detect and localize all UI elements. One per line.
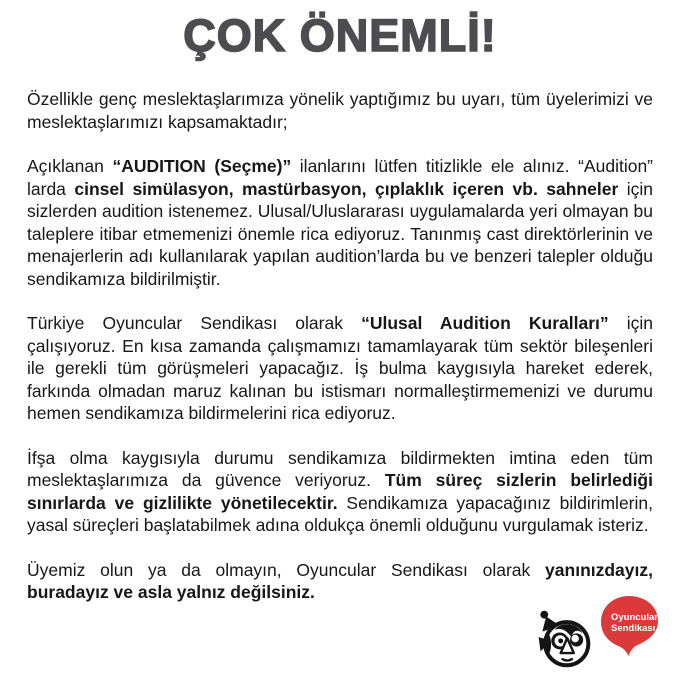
text-run: için sizlerden audition istenemez. Ulusal/Uluslararası uygulamalarda yeri olmayan bu taleplere itibar etmemenizi önemle rica ediyoruz. Tanınmış cast direktörlerinin ve menajerlerin adı kullanılarak yapılan audition’larda bu ve benzeri talepler olduğu sendikamıza bildirilmiştir. xyxy=(27,178,653,289)
text-run: Türkiye Oyuncular Sendikası olarak xyxy=(27,313,362,333)
badge-text-line1: Oyuncular xyxy=(611,612,658,623)
text-run: Açıklanan xyxy=(27,156,113,176)
paragraph-audition-warning xyxy=(27,155,653,290)
text-run-bold: cinsel simülasyon, mastürbasyon, çıplaklık içeren vb. sahneler xyxy=(74,178,619,199)
text-run: İfşa olma kaygısıyla durumu sendikamıza bildirmekten imtina eden tüm meslektaşlarımıza da güvence veriyoruz. xyxy=(27,447,653,490)
text-run: Üyemiz olun ya da olmayın, Oyuncular Sendikası olarak xyxy=(27,559,546,580)
paragraph-national-rules xyxy=(27,312,653,425)
paragraph-confidentiality xyxy=(27,447,653,537)
badge-text-line2: Sendikası xyxy=(611,623,656,634)
text-run-bold: “AUDITION (Seçme)” xyxy=(112,156,292,176)
page-title: ÇOK ÖNEMLİ! xyxy=(183,10,497,61)
text-run: için çalışıyoruz. En kısa zamanda çalışmamızı tamamlayarak tüm sektör bileşenleri ile gerekli tüm görüşmeleri yapacağız. İş bulma kaygısıyla hareket ederek, farkında olmadan maruz kalınan bu istismarı normalleştirmemenizi ve durumu hemen sendikamıza bildirmelerini rica ediyoruz. xyxy=(27,313,654,423)
text-run: ilanlarını lütfen titizlikle ele alınız. “Audition” larda xyxy=(27,156,654,199)
footer-logos xyxy=(533,596,658,670)
oyuncular-sendikasi-badge-icon xyxy=(601,596,658,656)
text-run: Sendikamıza yapacağınız bildirimlerin, yasal süreçleri başlatabilmek adına oldukça önemli olduğunu vurgulamak isteriz. xyxy=(27,492,653,535)
clown-mask-icon xyxy=(533,608,593,670)
announcement-body xyxy=(27,88,653,604)
text-run-bold: Tüm süreç sizlerin belirlediği sınırlarda ve gizlilikte yönetilecektir. xyxy=(27,470,653,513)
text-run-bold: “Ulusal Audition Kuralları” xyxy=(361,313,609,333)
text-run-bold: yanınızdayız, buradayız ve asla yalnız değilsiniz. xyxy=(27,559,653,602)
text-run: Özellikle genç meslektaşlarımıza yönelik yaptığımız bu uyarı, tüm üyelerimizi ve meslektaşlarımızı kapsamaktadır; xyxy=(27,89,653,132)
paragraph-intro xyxy=(27,88,653,133)
